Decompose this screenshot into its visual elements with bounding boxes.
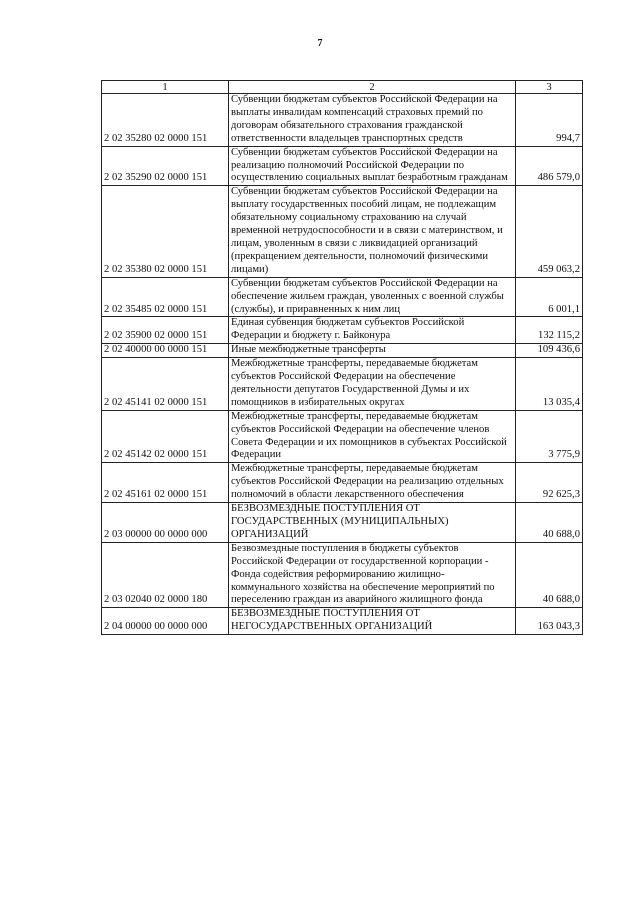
row-code: 2 02 35280 02 0000 151 xyxy=(102,94,229,147)
row-code: 2 03 02040 02 0000 180 xyxy=(102,542,229,608)
row-name: БЕЗВОЗМЕЗДНЫЕ ПОСТУПЛЕНИЯ ОТ ГОСУДАРСТВЕННЫХ (МУНИЦИПАЛЬНЫХ) ОРГАНИЗАЦИЙ xyxy=(229,503,516,543)
table-row xyxy=(102,608,583,635)
row-code: 2 02 35290 02 0000 151 xyxy=(102,146,229,186)
row-name: Межбюджетные трансферты, передаваемые бюджетам субъектов Российской Федерации на обеспечение деятельности депутатов Государственной Думы и их помощников в избирательных округах xyxy=(229,358,516,411)
column-header-code: 1 xyxy=(102,81,229,94)
table-row xyxy=(102,542,583,608)
row-code: 2 02 35900 02 0000 151 xyxy=(102,317,229,344)
row-amount: 459 063,2 xyxy=(516,186,583,277)
row-amount: 132 115,2 xyxy=(516,317,583,344)
table-row xyxy=(102,277,583,317)
table-row xyxy=(102,186,583,277)
row-amount: 163 043,3 xyxy=(516,608,583,635)
row-code: 2 02 45141 02 0000 151 xyxy=(102,358,229,411)
row-code: 2 02 40000 00 0000 151 xyxy=(102,344,229,358)
row-name: Безвозмездные поступления в бюджеты субъектов Российской Федерации от государственной корпорации - Фонда содействия реформированию жилищно-коммунального хозяйства на обеспечение мероприятий по переселению граждан из аварийного жилищного фонда xyxy=(229,542,516,608)
table-row xyxy=(102,358,583,411)
row-code: 2 02 35485 02 0000 151 xyxy=(102,277,229,317)
table-row xyxy=(102,344,583,358)
row-amount: 486 579,0 xyxy=(516,146,583,186)
row-name: БЕЗВОЗМЕЗДНЫЕ ПОСТУПЛЕНИЯ ОТ НЕГОСУДАРСТВЕННЫХ ОРГАНИЗАЦИЙ xyxy=(229,608,516,635)
column-header-name: 2 xyxy=(229,81,516,94)
row-code: 2 02 45161 02 0000 151 xyxy=(102,463,229,503)
row-amount: 40 688,0 xyxy=(516,503,583,543)
row-name: Межбюджетные трансферты, передаваемые бюджетам субъектов Российской Федерации на обеспечение членов Совета Федерации и их помощников в субъектах Российской Федерации xyxy=(229,410,516,463)
row-name: Субвенции бюджетам субъектов Российской Федерации на выплату государственных пособий лицам, не подлежащим обязательному социальному страхованию на случай временной нетрудоспособности и в связи с материнством, и лицам, уволенным в связи с ликвидацией организаций (прекращением деятельности, полномочий физическими лицами) xyxy=(229,186,516,277)
row-code: 2 02 35380 02 0000 151 xyxy=(102,186,229,277)
row-amount: 40 688,0 xyxy=(516,542,583,608)
row-name: Субвенции бюджетам субъектов Российской Федерации на выплаты инвалидам компенсаций страховых премий по договорам обязательного страхования гражданской ответственности владельцев транспортных средств xyxy=(229,94,516,147)
row-code: 2 02 45142 02 0000 151 xyxy=(102,410,229,463)
table-row xyxy=(102,410,583,463)
table-row xyxy=(102,317,583,344)
row-name: Субвенции бюджетам субъектов Российской Федерации на обеспечение жильем граждан, уволенных с военной службы (службы), и приравненных к ним лиц xyxy=(229,277,516,317)
row-amount: 994,7 xyxy=(516,94,583,147)
row-name: Единая субвенция бюджетам субъектов Российской Федерации и бюджету г. Байконура xyxy=(229,317,516,344)
row-amount: 3 775,9 xyxy=(516,410,583,463)
column-header-amount: 3 xyxy=(516,81,583,94)
table-row xyxy=(102,146,583,186)
row-code: 2 03 00000 00 0000 000 xyxy=(102,503,229,543)
row-amount: 13 035,4 xyxy=(516,358,583,411)
page-number: 7 xyxy=(317,38,323,49)
row-amount: 109 436,6 xyxy=(516,344,583,358)
table-header-row xyxy=(102,81,583,94)
row-name: Субвенции бюджетам субъектов Российской Федерации на реализацию полномочий Российской Федерации по осуществлению социальных выплат безработным гражданам xyxy=(229,146,516,186)
table-row xyxy=(102,463,583,503)
row-name: Межбюджетные трансферты, передаваемые бюджетам субъектов Российской Федерации на реализацию отдельных полномочий в области лекарственного обеспечения xyxy=(229,463,516,503)
budget-table xyxy=(101,80,583,635)
table-row xyxy=(102,94,583,147)
row-amount: 6 001,1 xyxy=(516,277,583,317)
row-amount: 92 625,3 xyxy=(516,463,583,503)
row-code: 2 04 00000 00 0000 000 xyxy=(102,608,229,635)
table-row xyxy=(102,503,583,543)
row-name: Иные межбюджетные трансферты xyxy=(229,344,516,358)
